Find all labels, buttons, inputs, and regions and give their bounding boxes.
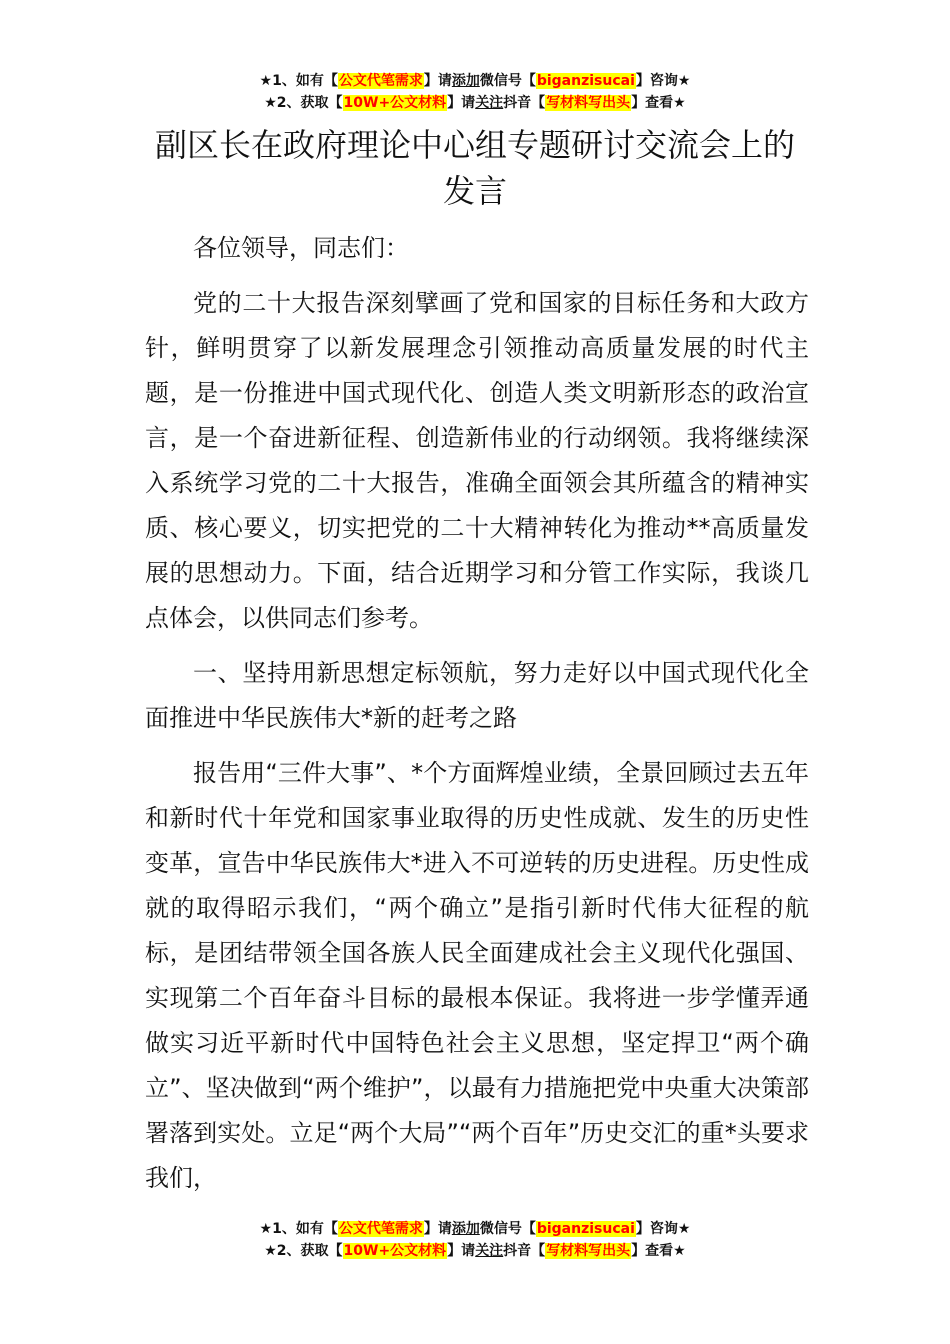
document-title: 副区长在政府理论中心组专题研讨交流会上的发言 [154, 126, 795, 210]
body-paragraph: 党的二十大报告深刻擘画了党和国家的目标任务和大政方针，鲜明贯穿了以新发展理念引领推动高质量发展的时代主题，是一份推进中国式现代化、创造人类文明新形态的政治宣言，是一个奋进新征程、创造新伟业的行动纲领。我将继续深入系统学习党的二十大报告，准确全面领会其所蕴含的精神实质、核心要义，切实把党的二十大精神转化为推动**高质量发展的思想动力。下面，结合近期学习和分管工作实际，我谈几点体会，以供同志们参考。 [145, 289, 809, 632]
banner-text: 】请 [447, 95, 476, 111]
wechat-id: biganzisucai [536, 1221, 635, 1237]
banner-text: ★1、如有【 [259, 73, 338, 89]
salutation: 各位领导，同志们： [193, 234, 409, 262]
banner-text: 抖音【 [503, 95, 546, 111]
banner-text: 】请 [423, 73, 452, 89]
highlight-text: 公文代笔需求 [338, 1221, 423, 1237]
banner-line-1 [0, 70, 950, 92]
banner-text: ★2、获取【 [264, 1243, 343, 1259]
body-paragraph: 报告用“三件大事”、*个方面辉煌业绩，全景回顾过去五年和新时代十年党和国家事业取得的历史性成就、发生的历史性变革，宣告中华民族伟大*进入不可逆转的历史进程。历史性成就的取得昭示我们，“两个确立”是指引新时代伟大征程的航标，是团结带领全国各族人民全面建成社会主义现代化强国、实现第二个百年奋斗目标的最根本保证。我将进一步学懂弄通做实习近平新时代中国特色社会主义思想，坚定捍卫“两个确立”、坚决做到“两个维护”，以最有力措施把党中央重大决策部署落到实处。立足“两个大局”“两个百年”历史交汇的重*头要求我们， [145, 759, 809, 1192]
section-heading: 一、坚持用新思想定标领航，努力走好以中国式现代化全面推进中华民族伟大*新的赶考之路 [145, 659, 809, 732]
banner-text: 微信号【 [479, 1221, 536, 1237]
document-body [145, 226, 809, 1211]
banner-text: ★2、获取【 [264, 95, 343, 111]
banner-text: 抖音【 [503, 1243, 546, 1259]
banner-text: 】查看★ [631, 95, 686, 111]
banner-text: ★1、如有【 [259, 1221, 338, 1237]
underlined-text: 关注 [475, 1243, 504, 1259]
banner-line-1 [0, 1218, 950, 1240]
wechat-id: biganzisucai [536, 73, 635, 89]
bottom-promo-banner [0, 1218, 950, 1262]
banner-line-2 [0, 1240, 950, 1262]
highlight-text: 公文代笔需求 [338, 73, 423, 89]
banner-line-2 [0, 92, 950, 114]
highlight-text: 10W+公文材料 [343, 95, 447, 111]
banner-text: 】请 [447, 1243, 476, 1259]
banner-text: 】咨询★ [635, 1221, 691, 1237]
highlight-text: 10W+公文材料 [343, 1243, 447, 1259]
underlined-text: 添加 [451, 73, 480, 89]
banner-text: 】请 [423, 1221, 452, 1237]
banner-text: 】查看★ [631, 1243, 686, 1259]
banner-text: 微信号【 [479, 73, 536, 89]
underlined-text: 关注 [475, 95, 504, 111]
douyin-id: 写材料写出头 [546, 95, 631, 111]
banner-text: 】咨询★ [635, 73, 691, 89]
underlined-text: 添加 [451, 1221, 480, 1237]
top-promo-banner [0, 70, 950, 114]
douyin-id: 写材料写出头 [546, 1243, 631, 1259]
